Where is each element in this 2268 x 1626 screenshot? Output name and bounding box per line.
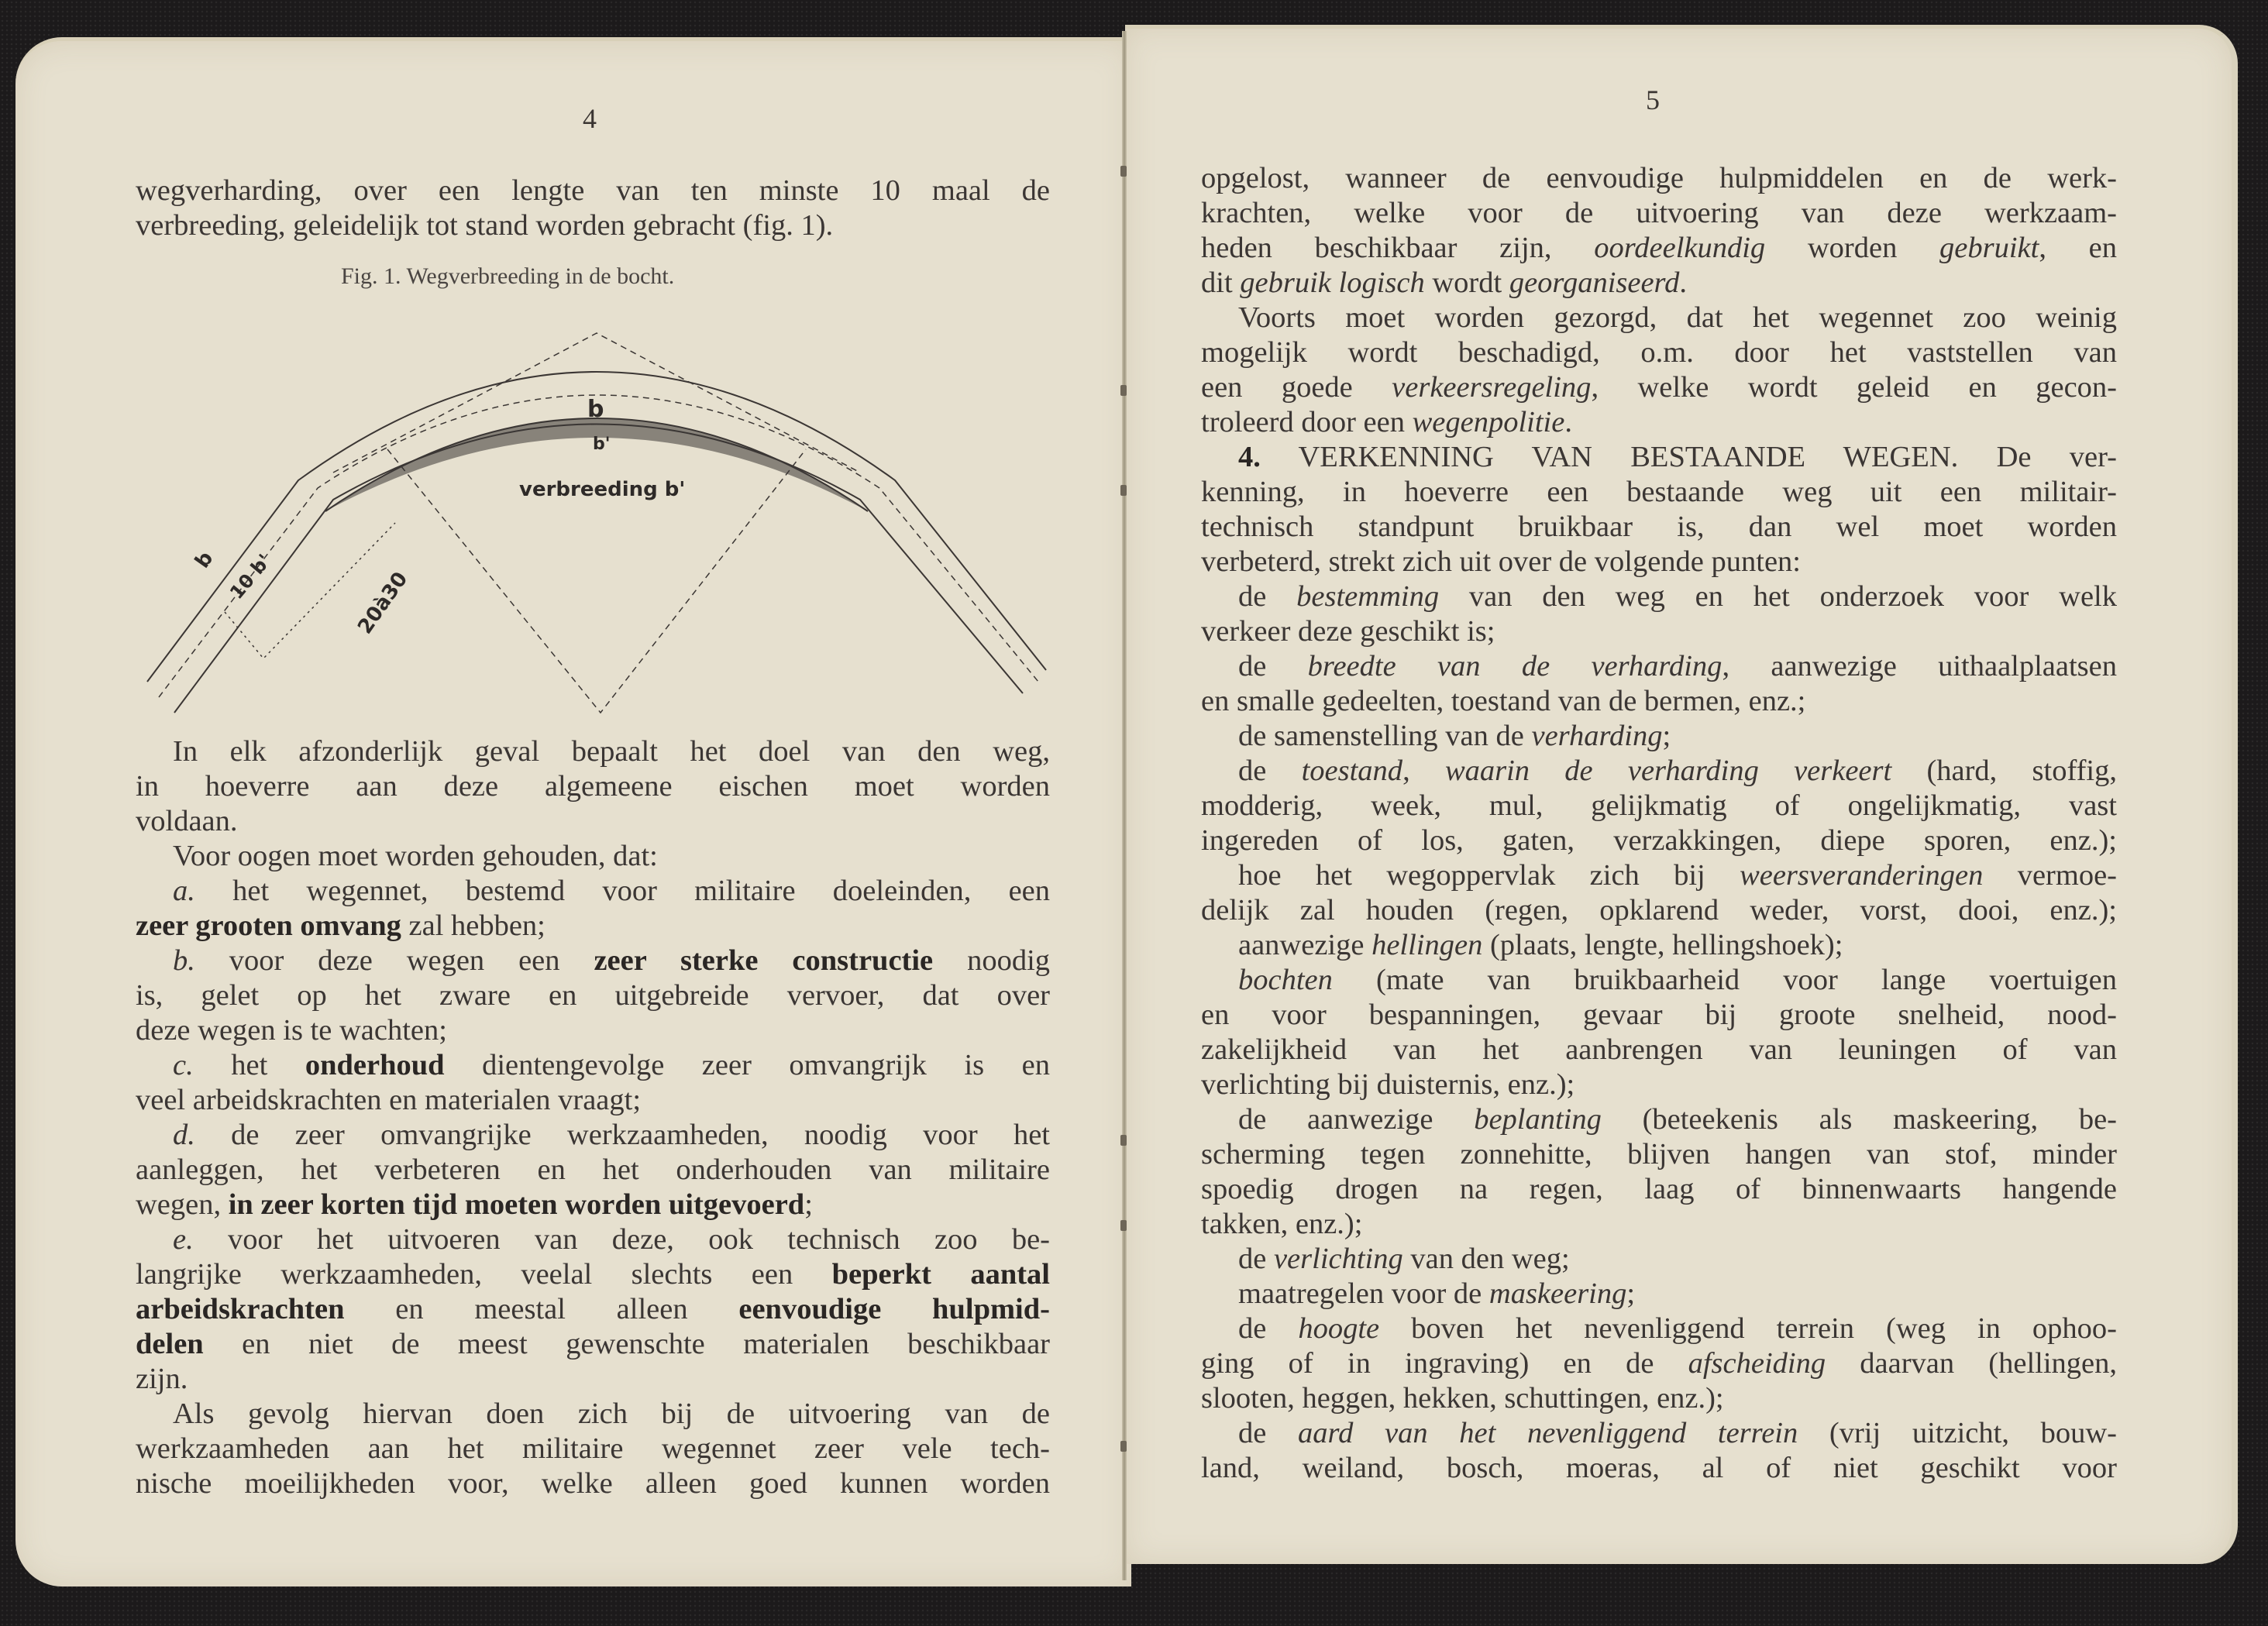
text-line: kenning, in hoeverre een bestaande weg uit een militair-	[1201, 476, 2117, 508]
point: de breedte van de verharding, aanwezige uithaalplaatsen	[1238, 650, 2117, 682]
item-a: a. het wegennet, bestemd voor militaire doeleinden, een	[173, 875, 1051, 907]
left-body	[136, 734, 1050, 1501]
text-line: slooten, heggen, hekken, schuttingen, enz.);	[1201, 1382, 1724, 1415]
binding-stitch	[1120, 1135, 1127, 1146]
text-line: is, gelet op het zware en uitgebreide vervoer, dat over	[136, 979, 1050, 1012]
text-line: krachten, welke voor de uitvoering van deze werkzaam-	[1201, 197, 2117, 229]
text-line: zijn.	[136, 1363, 188, 1395]
text-line: scherming tegen zonnehitte, blijven hangen van stof, minder	[1201, 1138, 2117, 1171]
point: de samenstelling van de verharding;	[1238, 720, 1671, 752]
binding-stitch	[1120, 166, 1127, 177]
text-line: delijk zal houden (regen, opklarend weder, vorst, dooi, enz.);	[1201, 894, 2117, 926]
label-b-prime: b'	[593, 435, 611, 454]
binding-stitch	[1120, 1441, 1127, 1452]
point: de bestemming van den weg en het onderzoek voor welk	[1238, 580, 2117, 613]
text-line: verlichting bij duisternis, enz.);	[1201, 1068, 1575, 1101]
point: bochten (mate van bruikbaarheid voor lange voertuigen	[1238, 964, 2117, 996]
page-number-right: 5	[1646, 84, 1660, 115]
text-line: veel arbeidskrachten en materialen vraagt;	[136, 1084, 642, 1116]
text-line: mogelijk wordt beschadigd, o.m. door het vaststellen van	[1201, 336, 2117, 369]
item-d: d. de zeer omvangrijke werkzaamheden, noodig voor het	[173, 1119, 1050, 1151]
item-e-cont: delen en niet de meest gewenschte materialen beschikbaar	[136, 1328, 1050, 1360]
text-line: heden beschikbaar zijn, oordeelkundig worden gebruikt, en	[1201, 232, 2117, 264]
point: de verlichting van den weg;	[1238, 1243, 1570, 1275]
text-line: Als gevolg hiervan doen zich bij de uitvoering van de	[173, 1397, 1050, 1430]
point: maatregelen voor de maskeering;	[1238, 1277, 1636, 1310]
point: aanwezige hellingen (plaats, lengte, hellingshoek);	[1238, 929, 1843, 961]
text-line: en voor bespanningen, gevaar bij groote snelheid, nood-	[1201, 999, 2117, 1031]
text-line: spoedig drogen na regen, laag of binnenwaarts hangende	[1201, 1173, 2117, 1205]
text-line: ingereden of los, gaten, verzakkingen, diepe sporen, enz.);	[1201, 824, 2117, 857]
text-line: in hoeverre aan deze algemeene eischen moet worden	[136, 770, 1050, 803]
text-line: Voorts moet worden gezorgd, dat het wegennet zoo weinig	[1238, 301, 2117, 334]
item-e-cont: arbeidskrachten en meestal alleen eenvoudige hulpmid-	[136, 1293, 1050, 1325]
page-number-left: 4	[583, 103, 597, 134]
point: de toestand, waarin de verharding verkeert (hard, stoffig,	[1238, 755, 2118, 787]
point: de aanwezige beplanting (beteekenis als maskeering, be-	[1238, 1103, 2117, 1136]
item-c: c. het onderhoud dientengevolge zeer omvangrijk is en	[173, 1049, 1050, 1081]
text-line: modderig, week, mul, gelijkmatig of ongelijkmatig, vast	[1201, 789, 2117, 822]
text-line: deze wegen is te wachten;	[136, 1014, 447, 1047]
label-radius: 20à30	[353, 568, 413, 639]
text-line: verkeer deze geschikt is;	[1201, 615, 1495, 648]
right-body	[1201, 161, 2117, 1486]
text-line: een goede verkeersregeling, welke wordt geleid en gecon-	[1201, 371, 2117, 404]
text-line: nische moeilijkheden voor, welke alleen goed kunnen worden	[136, 1467, 1050, 1500]
text-line: land, weiland, bosch, moeras, al of niet geschikt voor	[1201, 1452, 2117, 1484]
item-d-cont: wegen, in zeer korten tijd moeten worden uitgevoerd;	[136, 1188, 813, 1221]
book-gutter	[1122, 31, 1127, 1580]
text-line: takken, enz.);	[1201, 1208, 1363, 1240]
item-e-cont: langrijke werkzaamheden, veelal slechts een beperkt aantal	[136, 1258, 1050, 1291]
text-line: en smalle gedeelten, toestand van de bermen, enz.;	[1201, 685, 1806, 717]
item-a-cont: zeer grooten omvang zal hebben;	[136, 909, 545, 942]
text-line: aanleggen, het verbeteren en het onderhouden van militaire	[136, 1153, 1050, 1186]
binding-stitch	[1120, 485, 1127, 496]
text-line: wegverharding, over een lengte van ten minste 10 maal de	[136, 174, 1050, 207]
text-line: ging of in ingraving) en de afscheiding daarvan (hellingen,	[1201, 1347, 2117, 1380]
label-b-top: b	[587, 396, 604, 423]
label-widening: verbreeding b'	[519, 478, 686, 501]
label-10b: 10 b'	[225, 550, 276, 603]
text-line: voldaan.	[136, 805, 238, 837]
text-line: zakelijkheid van het aanbrengen van leuningen of van	[1201, 1033, 2117, 1066]
text-line: technisch standpunt bruikbaar is, dan wel moet worden	[1201, 510, 2117, 543]
binding-stitch	[1120, 385, 1127, 396]
left-intro	[136, 174, 1050, 243]
point: de hoogte boven het nevenliggend terrein (weg in ophoo-	[1238, 1312, 2117, 1345]
text-line: dit gebruik logisch wordt georganiseerd.	[1201, 266, 1687, 299]
text-line: Voor oogen moet worden gehouden, dat:	[173, 840, 658, 872]
text-line: verbeterd, strekt zich uit over de volgende punten:	[1201, 545, 1802, 578]
label-b-left: b	[191, 547, 219, 573]
text-line: werkzaamheden aan het militaire wegennet zeer vele tech-	[136, 1432, 1050, 1465]
item-e: e. voor het uitvoeren van deze, ook technisch zoo be-	[173, 1223, 1050, 1256]
text-line: verbreeding, geleidelijk tot stand worden gebracht (fig. 1).	[136, 209, 834, 242]
text-line: In elk afzonderlijk geval bepaalt het doel van den weg,	[173, 735, 1050, 768]
point: de aard van het nevenliggend terrein (vrij uitzicht, bouw-	[1238, 1417, 2117, 1449]
figure-caption: Fig. 1. Wegverbreeding in de bocht.	[341, 263, 675, 289]
binding-stitch	[1120, 1220, 1127, 1231]
text-line: troleerd door een wegenpolitie.	[1201, 406, 1572, 438]
text-line: opgelost, wanneer de eenvoudige hulpmiddelen en de werk-	[1201, 162, 2117, 194]
road-widening-figure	[139, 318, 1069, 720]
item-b: b. voor deze wegen een zeer sterke constructie noodig	[173, 944, 1051, 977]
point: hoe het wegoppervlak zich bij weersveranderingen vermoe-	[1238, 859, 2117, 892]
section-heading: 4. VERKENNING VAN BESTAANDE WEGEN. De ver-	[1238, 441, 2117, 473]
